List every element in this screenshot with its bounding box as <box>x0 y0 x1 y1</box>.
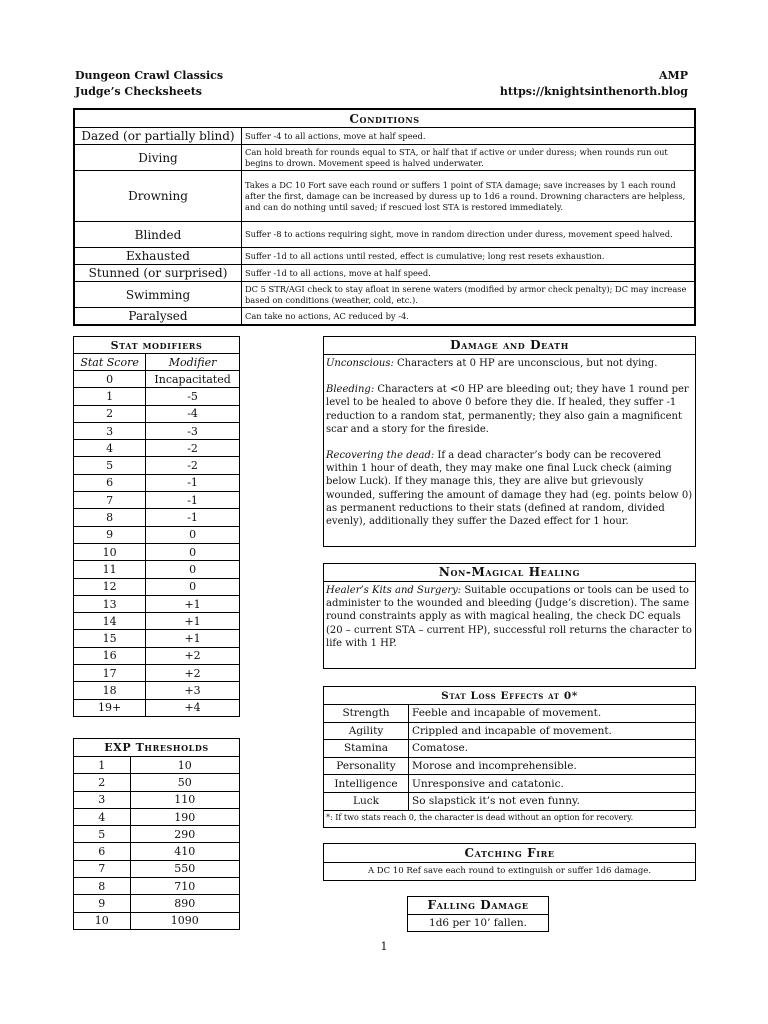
condition-row <box>75 145 695 171</box>
stat-modifier-row <box>74 613 240 630</box>
modifier-cell: -2 <box>146 440 240 457</box>
doc-title: Dungeon Crawl Classics <box>75 69 224 82</box>
stat-loss-title: Stat Loss Effects at 0* <box>324 687 696 705</box>
condition-name: Paralysed <box>75 308 242 325</box>
stat-score-cell: 2 <box>74 405 146 422</box>
modifier-cell: -4 <box>146 405 240 422</box>
modifier-cell: -1 <box>146 509 240 526</box>
exp-row <box>74 808 240 825</box>
condition-name: Drowning <box>75 171 242 222</box>
condition-desc: Can hold breath for rounds equal to STA, or half that if active or under duress; when rounds run out begins to drown. Movement speed is halved underwater. <box>242 145 695 171</box>
condition-name: Exhausted <box>75 248 242 265</box>
stat-name-cell: Stamina <box>324 740 409 758</box>
stat-loss-row <box>324 722 696 740</box>
modifier-cell: +1 <box>146 630 240 647</box>
stat-loss-row <box>324 705 696 723</box>
header-right <box>500 68 688 100</box>
stat-score-cell: 16 <box>74 647 146 664</box>
stat-score-header: Stat Score <box>74 354 146 371</box>
condition-name: Swimming <box>75 282 242 308</box>
condition-row <box>75 128 695 145</box>
stat-modifier-row <box>74 543 240 560</box>
stat-effect-cell: Crippled and incapable of movement. <box>409 722 696 740</box>
stat-score-cell: 5 <box>74 457 146 474</box>
condition-name: Stunned (or surprised) <box>75 265 242 282</box>
exp-cell: 290 <box>130 826 239 843</box>
exp-row <box>74 860 240 877</box>
exp-row <box>74 826 240 843</box>
stat-modifier-row <box>74 371 240 388</box>
modifier-cell: +2 <box>146 665 240 682</box>
stat-modifier-row <box>74 699 240 716</box>
condition-desc: Suffer -4 to all actions, move at half speed. <box>242 128 695 145</box>
stat-loss-row <box>324 792 696 810</box>
healing-title: Non-Magical Healing <box>324 564 695 582</box>
condition-row <box>75 222 695 248</box>
condition-row <box>75 171 695 222</box>
exp-cell: 890 <box>130 895 239 912</box>
stat-modifier-row <box>74 665 240 682</box>
modifier-cell: +2 <box>146 647 240 664</box>
stat-effect-cell: Comatose. <box>409 740 696 758</box>
modifier-cell: +1 <box>146 595 240 612</box>
exp-cell: 550 <box>130 860 239 877</box>
condition-name: Diving <box>75 145 242 171</box>
stat-modifiers-title: Stat modifiers <box>74 337 240 354</box>
stat-modifier-row <box>74 457 240 474</box>
blog-url[interactable]: https://knightsinthenorth.blog <box>499 85 688 98</box>
damage-death-title: Damage and Death <box>324 337 695 355</box>
conditions-title: Conditions <box>75 110 695 128</box>
exp-row <box>74 878 240 895</box>
stat-score-cell: 9 <box>74 526 146 543</box>
exp-cell: 110 <box>130 791 239 808</box>
stat-modifier-row <box>74 526 240 543</box>
stat-score-cell: 11 <box>74 561 146 578</box>
healing-label: Healer’s Kits and Surgery: <box>326 585 462 596</box>
condition-row <box>75 282 695 308</box>
exp-table <box>73 738 240 930</box>
stat-score-cell: 8 <box>74 509 146 526</box>
condition-desc: DC 5 STR/AGI check to stay afloat in serene waters (modified by armor check penalty); DC may increase based on conditions (weather, cold, etc.). <box>242 282 695 308</box>
level-cell: 5 <box>74 826 131 843</box>
modifier-cell: +4 <box>146 699 240 716</box>
modifier-cell: -5 <box>146 388 240 405</box>
stat-modifier-row <box>74 630 240 647</box>
falling-damage-section <box>407 896 549 932</box>
stat-score-cell: 14 <box>74 613 146 630</box>
recovering-label: Recovering the dead: <box>326 450 435 462</box>
exp-cell: 10 <box>130 757 239 774</box>
stat-modifier-row <box>74 492 240 509</box>
modifier-cell: 0 <box>146 526 240 543</box>
exp-cell: 1090 <box>130 912 239 929</box>
stat-score-cell: 4 <box>74 440 146 457</box>
conditions-table <box>74 109 695 325</box>
doc-subtitle: Judge’s Checksheets <box>75 85 202 98</box>
exp-cell: 190 <box>130 808 239 825</box>
exp-cell: 410 <box>130 843 239 860</box>
condition-name: Blinded <box>75 222 242 248</box>
bleeding-label: Bleeding: <box>326 384 375 396</box>
exp-cell: 50 <box>130 774 239 791</box>
modifier-cell: 0 <box>146 543 240 560</box>
condition-desc: Takes a DC 10 Fort save each round or suffers 1 point of STA damage; save increases by 1 each round after the first, damage can be increased by duress up to 1d6 a round. Drowning characters are helpless, and can do nothing until saved; if rescued lost STA is restored immediately. <box>242 171 695 222</box>
stat-loss-table <box>323 686 696 811</box>
level-cell: 7 <box>74 860 131 877</box>
level-cell: 1 <box>74 757 131 774</box>
stat-effect-cell: So slapstick it’s not even funny. <box>409 792 696 810</box>
condition-desc: Suffer -1d to all actions, move at half speed. <box>242 265 695 282</box>
bleeding-text: Characters at <0 HP are bleeding out; they have 1 round per level to be healed to above 0 before they die. If healed, they suffer -1 reduction to a random stat, permanently; they also gain a magnificent scar and a story for the fireside. <box>326 384 689 435</box>
falling-damage-text: 1d6 per 10’ fallen. <box>429 917 527 929</box>
condition-desc: Suffer -8 to actions requiring sight, move in random direction under duress, movement speed halved. <box>242 222 695 248</box>
modifier-cell: -1 <box>146 474 240 491</box>
modifier-cell: -1 <box>146 492 240 509</box>
modifier-cell: +3 <box>146 682 240 699</box>
stat-loss-section <box>323 686 696 828</box>
stat-modifier-row <box>74 561 240 578</box>
stat-score-cell: 7 <box>74 492 146 509</box>
stat-score-cell: 0 <box>74 371 146 388</box>
modifier-cell: +1 <box>146 613 240 630</box>
level-cell: 3 <box>74 791 131 808</box>
stat-score-cell: 12 <box>74 578 146 595</box>
stat-score-cell: 10 <box>74 543 146 560</box>
modifier-cell: -3 <box>146 422 240 439</box>
stat-effect-cell: Morose and incomprehensible. <box>409 757 696 775</box>
exp-cell: 710 <box>130 878 239 895</box>
stat-score-cell: 3 <box>74 422 146 439</box>
stat-modifiers-table <box>73 336 240 717</box>
healing-section <box>323 563 696 669</box>
level-cell: 2 <box>74 774 131 791</box>
condition-row <box>75 248 695 265</box>
stat-modifier-row <box>74 647 240 664</box>
condition-desc: Can take no actions, AC reduced by -4. <box>242 308 695 325</box>
level-cell: 6 <box>74 843 131 860</box>
falling-damage-title: Falling Damage <box>408 897 548 915</box>
stat-modifier-row <box>74 509 240 526</box>
conditions-section <box>73 108 696 326</box>
level-cell: 4 <box>74 808 131 825</box>
modifier-header: Modifier <box>146 354 240 371</box>
condition-row <box>75 265 695 282</box>
stat-score-cell: 13 <box>74 595 146 612</box>
healing-text: Suitable occupations or tools can be used to administer to the wounded and bleeding (Judge’s discretion). The same round constraints apply as with magical healing, the check DC equals (20 – current STA – current HP), successful roll returns the character to life with 1 HP. <box>326 585 692 649</box>
level-cell: 9 <box>74 895 131 912</box>
recovering-paragraph <box>324 447 695 530</box>
stat-effect-cell: Unresponsive and catatonic. <box>409 775 696 793</box>
exp-row <box>74 843 240 860</box>
unconscious-label: Unconscious: <box>326 358 394 369</box>
stat-modifier-row <box>74 405 240 422</box>
modifier-cell: -2 <box>146 457 240 474</box>
level-cell: 10 <box>74 912 131 929</box>
catching-fire-section <box>323 843 696 881</box>
exp-row <box>74 895 240 912</box>
unconscious-paragraph <box>324 355 695 372</box>
stat-modifier-row <box>74 422 240 439</box>
stat-score-cell: 18 <box>74 682 146 699</box>
stat-score-cell: 6 <box>74 474 146 491</box>
condition-name: Dazed (or partially blind) <box>75 128 242 145</box>
healing-paragraph <box>324 582 695 652</box>
header-left <box>75 68 223 100</box>
catching-fire-title: Catching Fire <box>324 844 695 863</box>
condition-row <box>75 308 695 325</box>
stat-name-cell: Intelligence <box>324 775 409 793</box>
stat-name-cell: Luck <box>324 792 409 810</box>
stat-name-cell: Strength <box>324 705 409 723</box>
stat-modifier-row <box>74 595 240 612</box>
stat-modifiers-section <box>73 336 240 717</box>
condition-desc: Suffer -1d to all actions until rested, effect is cumulative; long rest resets exhaustion. <box>242 248 695 265</box>
catching-fire-text: A DC 10 Ref save each round to extinguish or suffer 1d6 damage. <box>367 866 652 876</box>
exp-title: EXP Thresholds <box>74 739 240 757</box>
stat-score-cell: 1 <box>74 388 146 405</box>
stat-score-cell: 19+ <box>74 699 146 716</box>
author: AMP <box>659 69 688 82</box>
modifier-cell: Incapacitated <box>146 371 240 388</box>
exp-row <box>74 912 240 929</box>
recovering-text: If a dead character’s body can be recovered within 1 hour of death, they may make one final Luck check (aiming below Luck). If they manage this, they are alive but grievously wounded, suffering the amount of damage they had (eg. points below 0) as permanent reductions to their stats (defined at random, divided evenly), additionally they suffer the Dazed effect for 1 hour. <box>326 450 693 528</box>
modifier-cell: 0 <box>146 561 240 578</box>
unconscious-text: Characters at 0 HP are unconscious, but not dying. <box>393 358 658 369</box>
exp-row <box>74 791 240 808</box>
exp-row <box>74 757 240 774</box>
stat-name-cell: Agility <box>324 722 409 740</box>
stat-modifier-row <box>74 474 240 491</box>
level-cell: 8 <box>74 878 131 895</box>
stat-effect-cell: Feeble and incapable of movement. <box>409 705 696 723</box>
stat-modifier-row <box>74 440 240 457</box>
stat-loss-footnote: *: If two stats reach 0, the character is dead without an option for recovery. <box>326 812 634 822</box>
exp-section <box>73 738 240 930</box>
damage-death-section <box>323 336 696 547</box>
bleeding-paragraph <box>324 381 695 438</box>
stat-score-cell: 17 <box>74 665 146 682</box>
stat-score-cell: 15 <box>74 630 146 647</box>
page-number: 1 <box>380 940 388 953</box>
stat-modifier-row <box>74 388 240 405</box>
stat-loss-row <box>324 740 696 758</box>
stat-loss-row <box>324 757 696 775</box>
stat-loss-row <box>324 775 696 793</box>
stat-modifier-row <box>74 682 240 699</box>
exp-row <box>74 774 240 791</box>
stat-modifier-row <box>74 578 240 595</box>
modifier-cell: 0 <box>146 578 240 595</box>
stat-name-cell: Personality <box>324 757 409 775</box>
